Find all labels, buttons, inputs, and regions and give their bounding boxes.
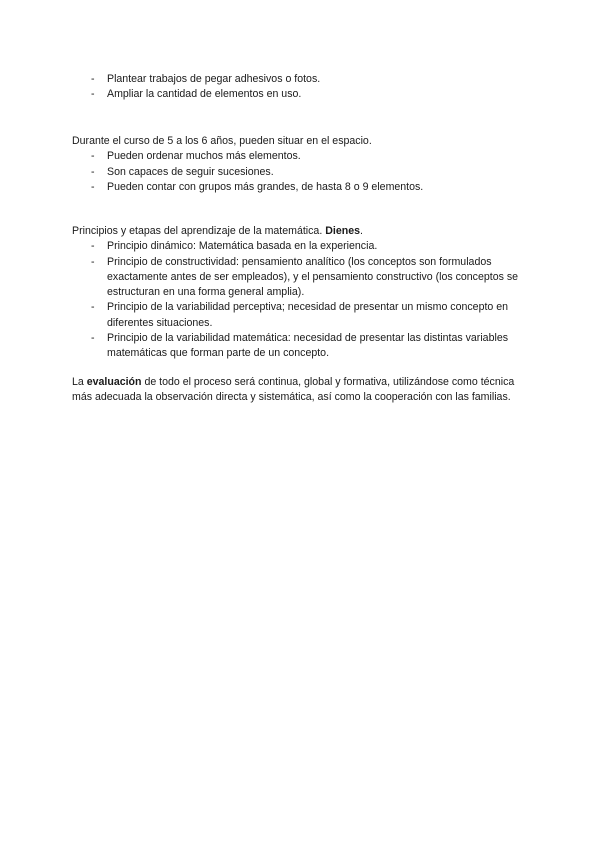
list-item: - Ampliar la cantidad de elementos en uso. xyxy=(72,87,532,102)
list-item: - Principio de constructividad: pensamiento analítico (los conceptos son formulados exactamente antes de ser empleados), y el pensamiento constructivo (los conceptos se estructuran en una forma general amplia). xyxy=(72,255,532,301)
section-dienes-principles xyxy=(72,224,532,362)
list-item: - Pueden contar con grupos más grandes, de hasta 8 o 9 elementos. xyxy=(72,180,532,195)
section-age-5-6 xyxy=(72,134,532,195)
intro-end: . xyxy=(359,225,363,237)
paragraph-intro: Durante el curso de 5 a los 6 años, pueden situar en el espacio. xyxy=(72,135,372,147)
intro-text: Principios y etapas del aprendizaje de la matemática. xyxy=(72,225,323,237)
list-item: - Plantear trabajos de pegar adhesivos o fotos. xyxy=(72,72,532,87)
evaluation-bold: evaluación xyxy=(86,376,142,388)
evaluation-text-before: La xyxy=(72,376,87,388)
evaluation-text-after: de todo el proceso será continua, global y formativa, utilizándose como técnica más adecuada la observación directa y sistemática, así como la cooperación con las familias. xyxy=(72,376,515,404)
paragraph-intro xyxy=(72,224,532,239)
list-activities xyxy=(72,72,532,103)
list-item: - Principio dinámico: Matemática basada en la experiencia. xyxy=(72,239,532,254)
intro-bold: Dienes xyxy=(325,225,360,237)
section-evaluation xyxy=(72,375,532,406)
list-item: - Pueden ordenar muchos más elementos. xyxy=(72,149,532,164)
paragraph-evaluation xyxy=(72,375,532,406)
list-item: - Principio de la variabilidad perceptiva; necesidad de presentar un mismo concepto en diferentes situaciones. xyxy=(72,300,532,331)
list-item: - Son capaces de seguir sucesiones. xyxy=(72,165,532,180)
list-item: - Principio de la variabilidad matemática: necesidad de presentar las distintas variables matemáticas que forman parte de un concepto. xyxy=(72,331,532,362)
